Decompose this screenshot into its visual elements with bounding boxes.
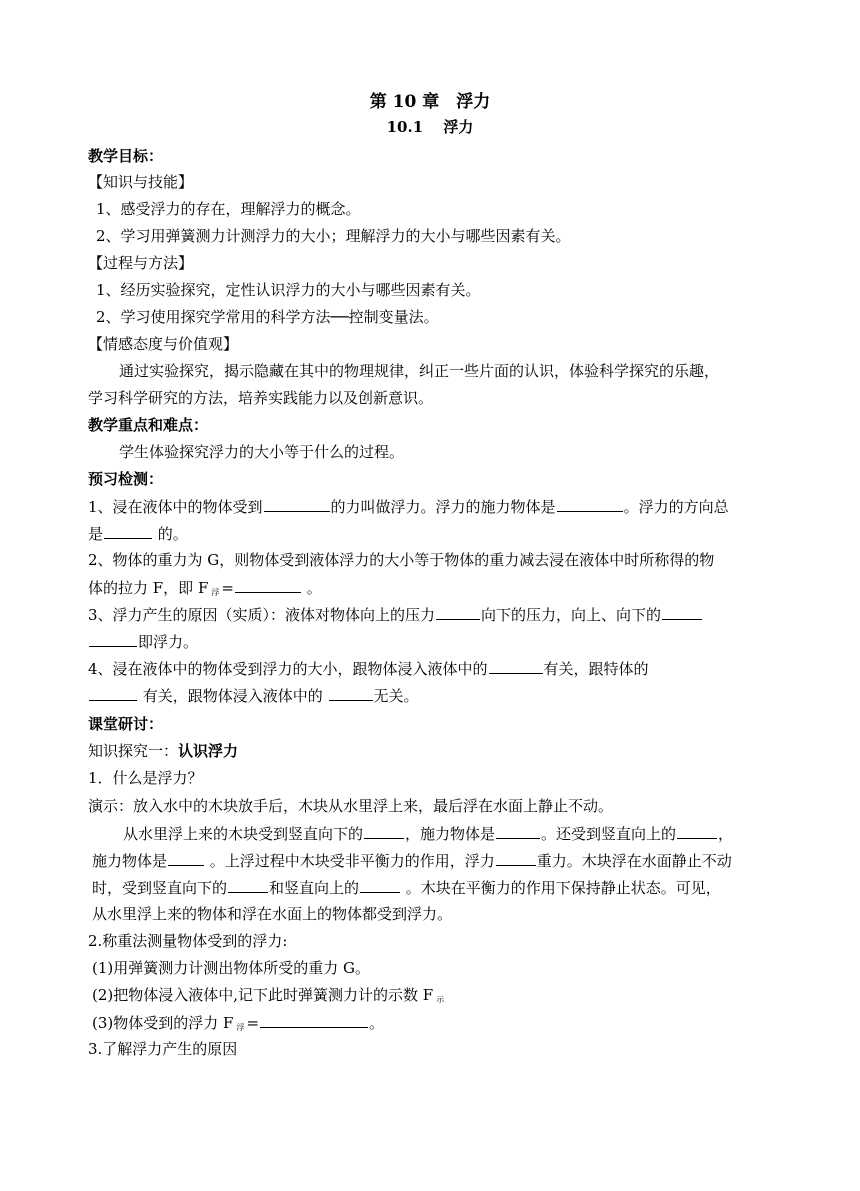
explore-title: 认识浮力 [178, 742, 239, 760]
emotion-heading: 【情感态度与价值观】 [88, 335, 239, 353]
section-title: 10.1 浮力 [386, 118, 474, 136]
demo-analysis-line3 [92, 877, 721, 898]
demo-analysis-line1 [123, 823, 733, 844]
answer-blank[interactable] [496, 850, 536, 866]
answer-blank[interactable] [235, 577, 301, 593]
preview-question-2-cont [88, 577, 322, 603]
q4-text-a: 4、浸在液体中的物体受到浮力的大小，跟物体浸入液体中的 [88, 660, 488, 678]
key-points-text: 学生体验探究浮力的大小等于什么的过程。 [119, 443, 405, 461]
preview-question-4-cont [88, 685, 419, 706]
q2-text-a: 体的拉力 F，即 F [88, 579, 209, 597]
m3-text-b: = [246, 1014, 260, 1032]
knowledge-item-2: 2、学习用弹簧测力计测浮力的大小；理解浮力的大小与哪些因素有关。 [96, 227, 571, 245]
d2-text-a: 施力物体是 [92, 852, 168, 870]
q1-text-a: 1、浸在液体中的物体受到 [88, 498, 263, 516]
d1-text-d: ， [718, 825, 734, 843]
answer-blank[interactable] [89, 685, 137, 701]
preview-question-2: 2、物体的重力为 G，则物体受到液体浮力的大小等于物体的重力减去浸在液体中时所称得的物 [88, 551, 715, 569]
method-step-1: (1)用弹簧测力计测出物体所受的重力 G。 [92, 959, 370, 977]
subscript: 示 [436, 995, 445, 1004]
answer-blank[interactable] [264, 496, 330, 512]
m2-text: (2)把物体浸入液体中,记下此时弹簧测力计的示数 F [92, 986, 434, 1004]
knowledge-item-1: 1、感受浮力的存在，理解浮力的概念。 [96, 200, 361, 218]
d2-text-b: 。上浮过程中木块受非平衡力的作用，浮力 [205, 852, 495, 870]
subscript: 浮 [236, 1023, 245, 1032]
answer-blank[interactable] [436, 604, 480, 620]
q3-text-c: 即浮力。 [138, 633, 199, 651]
answer-blank[interactable] [104, 523, 152, 539]
explore-heading [88, 741, 238, 761]
answer-blank[interactable] [496, 823, 540, 839]
preview-question-1 [88, 496, 729, 517]
d1-text-c: 。还受到竖直向上的 [541, 825, 677, 843]
method-heading: 2.称重法测量物体受到的浮力: [88, 932, 288, 950]
preview-question-3 [88, 604, 703, 625]
demo-analysis-line2 [92, 850, 732, 871]
answer-blank[interactable] [260, 1012, 368, 1028]
demo-analysis-line4: 从水里浮上来的物体和浮在水面上的物体都受到浮力。 [92, 905, 453, 923]
q1-text-b: 的力叫做浮力。浮力的施力物体是 [330, 498, 556, 516]
explore-prefix: 知识探究一： [88, 742, 179, 760]
answer-blank[interactable] [329, 685, 373, 701]
q4-text-c: 有关，跟物体浸入液体中的 [138, 687, 328, 705]
chapter-title: 第 10 章 浮力 [369, 92, 491, 112]
answer-blank[interactable] [360, 877, 400, 893]
answer-blank[interactable] [228, 877, 268, 893]
answer-blank[interactable] [662, 604, 702, 620]
emotion-text-line1: 通过实验探究，揭示隐藏在其中的物理规律，纠正一些片面的认识，体验科学探究的乐趣， [119, 362, 720, 380]
process-item-2: 2、学习使用探究学常用的科学方法──控制变量法。 [96, 308, 439, 326]
answer-blank[interactable] [89, 631, 137, 647]
q3-text-a: 3、浮力产生的原因（实质）：液体对物体向上的压力 [88, 606, 436, 624]
d3-text-a: 时，受到竖直向下的 [92, 879, 228, 897]
d3-text-b: 和竖直向上的 [269, 879, 360, 897]
m3-text-a: (3)物体受到的浮力 F [92, 1014, 234, 1032]
subscript: 浮 [211, 588, 220, 597]
preview-question-3-cont [88, 631, 198, 652]
q1-text-d: 是 [88, 525, 104, 543]
answer-blank[interactable] [168, 850, 204, 866]
m3-text-c: 。 [369, 1014, 385, 1032]
preview-question-1-cont [88, 523, 188, 544]
answer-blank[interactable] [557, 496, 623, 512]
emotion-text-line2: 学习科学研究的方法，培养实践能力以及创新意识。 [88, 389, 434, 407]
q1-text-e: 的。 [153, 525, 188, 543]
key-points-heading: 教学重点和难点： [88, 416, 209, 434]
process-heading: 【过程与方法】 [88, 254, 194, 272]
answer-blank[interactable] [364, 823, 404, 839]
answer-blank[interactable] [677, 823, 717, 839]
preview-heading: 预习检测： [88, 470, 164, 488]
method-step-3 [92, 1012, 384, 1038]
answer-blank[interactable] [489, 658, 543, 674]
question-cause-of-buoyancy: 3.了解浮力产生的原因 [88, 1040, 238, 1058]
q2-text-c: 。 [301, 579, 322, 597]
process-item-1: 1、经历实验探究，定性认识浮力的大小与哪些因素有关。 [96, 281, 481, 299]
q4-text-b: 有关，跟特体的 [543, 660, 649, 678]
q4-text-d: 无关。 [373, 687, 419, 705]
class-study-heading: 课堂研讨： [88, 715, 164, 733]
knowledge-heading: 【知识与技能】 [88, 173, 194, 191]
method-step-2 [92, 985, 446, 1010]
q2-text-b: = [221, 579, 234, 597]
q1-text-c: 。浮力的方向总 [623, 498, 729, 516]
d2-text-c: 重力。木块浮在水面静止不动 [536, 852, 732, 870]
d1-text-b: ，施力物体是 [405, 825, 496, 843]
goals-heading: 教学目标： [88, 147, 164, 165]
d3-text-c: 。木块在平衡力的作用下保持静止状态。可见， [401, 879, 721, 897]
question-what-is-buoyancy: 1．什么是浮力？ [88, 769, 203, 787]
preview-question-4 [88, 658, 649, 679]
q3-text-b: 向下的压力，向上、向下的 [481, 606, 662, 624]
demo-text: 演示：放入水中的木块放手后，木块从水里浮上来，最后浮在水面上静止不动。 [88, 797, 614, 815]
d1-text-a: 从水里浮上来的木块受到竖直向下的 [123, 825, 364, 843]
